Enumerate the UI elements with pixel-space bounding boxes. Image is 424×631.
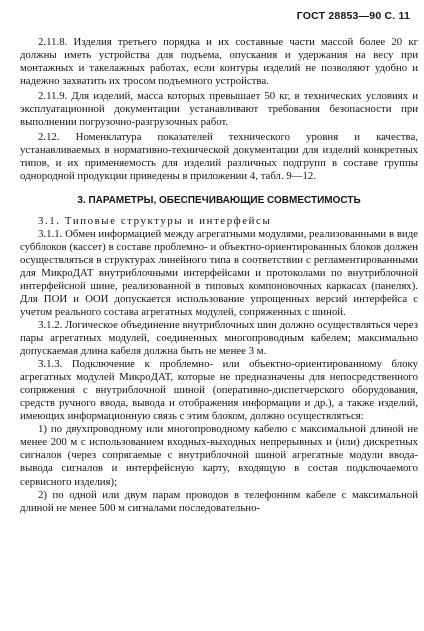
list-item-2: 2) по одной или двум парам проводов в телефонном кабеле с максимальной длиной не менее 500 м сигналами последовательно-: [20, 488, 418, 514]
paragraph-2-11-9: 2.11.9. Для изделий, масса которых превышает 50 кг, в технических условиях и эксплуатационной документации устанавливают требования безопасности при выполнении погрузочно-разгрузочных работ.: [20, 90, 418, 129]
page-header: ГОСТ 28853—90 С. 11: [296, 10, 410, 22]
section-title: 3. ПАРАМЕТРЫ, ОБЕСПЕЧИВАЮЩИЕ СОВМЕСТИМОСТЬ: [77, 194, 361, 206]
paragraph-3-1-3: 3.1.3. Подключение к проблемно- или объектно-ориентированному блоку агрегатных модулей МикроДАТ, которые не предназначены для непосредственного сопряжения с внутриблочной шиной (оперативно-диспетчерского оборудования, средств ручного ввода, вывода и отображения информации и др.), а также изделий, имеющих информационную связь с этим блоком, должно осуществляться:: [20, 358, 418, 423]
document-body: [20, 36, 418, 515]
list-item-1: 1) по двухпроводному или многопроводному кабелю с максимальной длиной не менее 200 м с использованием входных-выходных непрерывных и (или) дискретных сигналов (через сопрягаемые с внутриблочной шиной агрегатные модули ввода-вывода сигналов и интерфейсную карту, входящую в состав подключаемого сервисного изделия);: [20, 423, 418, 488]
paragraph-2-12: 2.12. Номенклатура показателей технического уровня и качества, устанавливаемых в нормативно-технической документации для изделий конкретных типов, и их применяемость для изделий различных подгрупп в составе группы однородной продукции приведены в приложении 4, табл. 9—12.: [20, 131, 418, 183]
paragraph-2-11-8: 2.11.8. Изделия третьего порядка и их составные части массой более 20 кг должны иметь устройства для подъема, опускания и удержания на весу при монтажных и такелажных работах, если контуры изделий не позволяют удобно и надежно захватить их тросом подъемного устройства.: [20, 36, 418, 88]
paragraph-3-1-2: 3.1.2. Логическое объединение внутриблочных шин должно осуществляться через пары агрегатных модулей, соединенных многопроводным кабелем; максимально допускаемая длина кабеля должна быть не менее 3 м.: [20, 318, 418, 358]
subsection-heading: 3.1. Типовые структуры и интерфейсы: [38, 214, 272, 227]
paragraph-3-1-1: 3.1.1. Обмен информацией между агрегатными модулями, реализованными в виде субблоков (кассет) в составе проблемно- и объектно-ориентированных блоков должен осуществляться в структурах линейного типа в соответствии с регламентированными для МикроДАТ внутриблочными интерфейсами и протоколами по внутриблочной интерфейсной шине, реализованной в типовых компоновочных каркасах (панелях). Для ПОИ и ООИ допускается использование упрощенных версий интерфейса с учетом реального состава агрегатных модулей, сопряженных с шиной.: [20, 227, 418, 318]
